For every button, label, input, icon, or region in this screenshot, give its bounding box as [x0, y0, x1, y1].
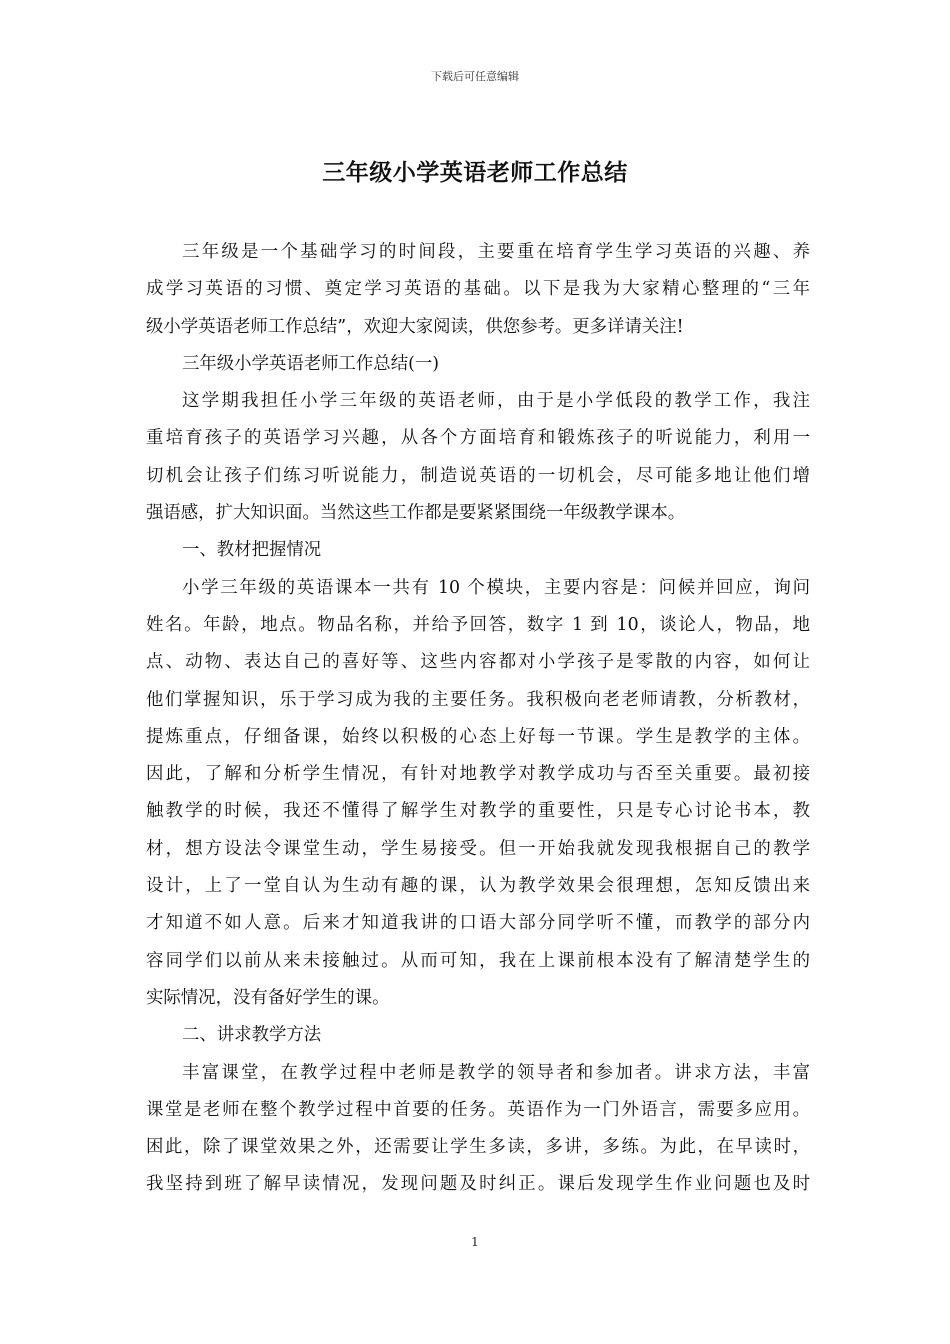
text-line: 点、动物、表达自己的喜好等、这些内容都对小学孩子是零散的内容，如何让 [146, 652, 810, 673]
document-title: 三年级小学英语老师工作总结 [322, 159, 628, 186]
text-line: 困此，除了课堂效果之外，还需要让学生多读，多讲，多练。为此，在早读时， [146, 1137, 810, 1158]
text-line: 切机会让孩子们练习听说能力，制造说英语的一切机会，尽可能多地让他们增 [146, 465, 810, 486]
text-line: 三年级小学英语老师工作总结(一) [182, 353, 440, 374]
text-line: 课堂是老师在整个教学过程中首要的任务。英语作为一门外语言，需要多应用。 [146, 1099, 810, 1120]
text-line: 他们掌握知识，乐于学习成为我的主要任务。我积极向老老师请教，分析教材， [146, 689, 810, 710]
text-line: 实际情况，没有备好学生的课。 [146, 987, 390, 1008]
text-line: 容同学们以前从来未接触过。从而可知，我在上课前根本没有了解清楚学生的 [146, 950, 810, 971]
text-line: 成学习英语的习惯、奠定学习英语的基础。以下是我为大家精心整理的“三年 [146, 279, 810, 300]
text-line: 丰富课堂，在教学过程中老师是教学的领导者和参加者。讲求方法，丰富 [182, 1062, 810, 1083]
header-note: 下载后可任意编辑 [431, 70, 519, 83]
page-number: 1 [471, 1235, 479, 1249]
text-line: 我坚持到班了解早读情况，发现问题及时纠正。课后发现学生作业问题也及时 [146, 1174, 810, 1195]
text-line: 级小学英语老师工作总结”，欢迎大家阅读，供您参考。更多详请关注! [146, 316, 684, 337]
text-line: 提炼重点，仔细备课，始终以积极的心态上好每一节课。学生是教学的主体。 [146, 726, 810, 747]
text-line: 材，想方设法令课堂生动，学生易接受。但一开始我就发现我根据自己的教学 [146, 838, 810, 859]
text-line: 强语感，扩大知识面。当然这些工作都是要紧紧围绕一年级教学课本。 [146, 503, 686, 524]
text-line: 姓名。年龄，地点。物品名称，并给予回答，数字 1 到 10，谈论人，物品，地 [146, 614, 810, 635]
text-line: 小学三年级的英语课本一共有 10 个模块，主要内容是：问候并回应，询问 [182, 577, 810, 598]
text-line: 一、教材把握情况 [182, 540, 322, 561]
document-body [146, 234, 810, 1204]
text-line: 重培育孩子的英语学习兴趣，从各个方面培育和锻炼孩子的听说能力，利用一 [146, 428, 810, 449]
text-line: 因此，了解和分析学生情况，有针对地教学对教学成功与否至关重要。最初接 [146, 764, 810, 785]
text-line: 触教学的时候，我还不懂得了解学生对教学的重要性，只是专心讨论书本，教 [146, 801, 810, 822]
text-line: 这学期我担任小学三年级的英语老师，由于是小学低段的教学工作，我注 [182, 391, 810, 412]
text-line: 设计，上了一堂自认为生动有趣的课，认为教学效果会很理想，怎知反馈出来 [146, 876, 810, 897]
text-line: 二、讲求教学方法 [182, 1025, 322, 1046]
text-line: 才知道不如人意。后来才知道我讲的口语大部分同学听不懂，而教学的部分内 [146, 913, 810, 934]
text-line: 三年级是一个基础学习的时间段，主要重在培育学生学习英语的兴趣、养 [182, 242, 810, 262]
